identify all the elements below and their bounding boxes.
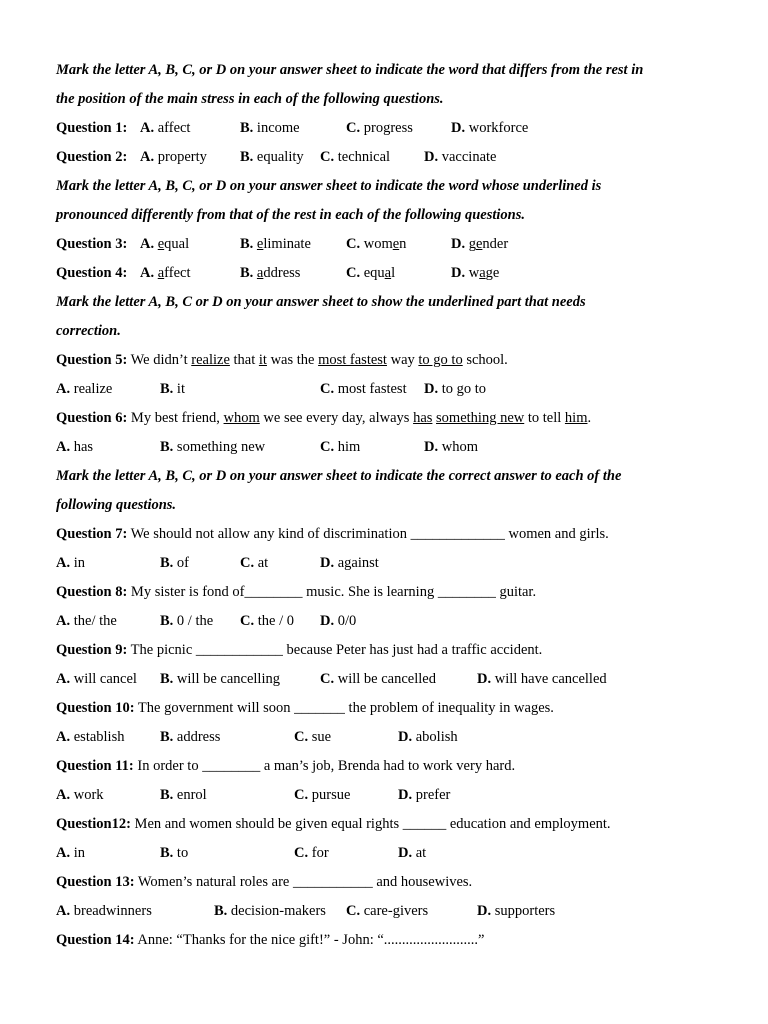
question-6-label: Question 6: [56, 410, 128, 426]
question-1-option-d: D. workforce [451, 120, 529, 136]
question-13-options [56, 897, 746, 926]
question-1-option-c: C. progress [346, 120, 413, 136]
question-12-options [56, 839, 746, 868]
question-1-label: Question 1: [56, 120, 128, 136]
question-8-option-c: C. the / 0 [240, 613, 294, 629]
question-10-option-b: B. address [160, 729, 221, 745]
question-11-stem: Question 11: In order to ________ a man’s job, Brenda had to work very hard. [56, 758, 516, 774]
instruction-stress-line-1: Mark the letter A, B, C, or D on your answer sheet to indicate the word that differs from the rest in [56, 62, 644, 78]
question-11-label: Question 11: [56, 758, 134, 774]
instruction-pronunciation-line-2: pronounced differently from that of the rest in each of the following questions. [56, 207, 525, 223]
question-9-option-d: D. will have cancelled [477, 671, 607, 687]
question-11-options [56, 781, 746, 810]
exam-sheet [56, 56, 746, 955]
question-5-option-d: D. to go to [424, 381, 487, 397]
question-10-label: Question 10: [56, 700, 135, 716]
question-8-option-b: B. 0 / the [160, 613, 214, 629]
question-13-option-d: D. supporters [477, 903, 556, 919]
question-9-label: Question 9: [56, 642, 128, 658]
instruction-correction-line-2: correction. [56, 323, 121, 339]
question-2-label: Question 2: [56, 149, 128, 165]
instruction-correct-answer-line-1: Mark the letter A, B, C, or D on your answer sheet to indicate the correct answer to each of the [56, 468, 622, 484]
question-7-label: Question 7: [56, 526, 128, 542]
question-4-option-b: B. address [240, 265, 301, 281]
question-11-option-a: A. work [56, 787, 104, 803]
question-13-option-c: C. care-givers [346, 903, 429, 919]
question-8-label: Question 8: [56, 584, 128, 600]
question-2-option-b: B. equality [240, 149, 304, 165]
question-8-option-a: A. the/ the [56, 613, 117, 629]
question-3-row [56, 230, 746, 259]
question-4-option-c: C. equal [346, 265, 396, 281]
question-8-stem: Question 8: My sister is fond of________ music. She is learning ________ guitar. [56, 584, 537, 600]
question-13-option-b: B. decision-makers [214, 903, 326, 919]
instruction-correct-answer-line-2: following questions. [56, 497, 177, 513]
question-7-option-d: D. against [320, 555, 379, 571]
question-10-option-a: A. establish [56, 729, 125, 745]
question-10-stem: Question 10: The government will soon _______ the problem of inequality in wages. [56, 700, 554, 716]
question-6-option-a: A. has [56, 439, 94, 455]
question-12-option-a: A. in [56, 845, 86, 861]
question-4-label: Question 4: [56, 265, 128, 281]
question-6-stem: Question 6: My best friend, whom we see every day, always has something new to tell him. [56, 410, 592, 426]
question-5-options [56, 375, 746, 404]
question-12-option-c: C. for [294, 845, 329, 861]
question-10-option-d: D. abolish [398, 729, 458, 745]
question-2-option-a: A. property [140, 149, 207, 165]
question-4-option-d: D. wage [451, 265, 500, 281]
question-10-option-c: C. sue [294, 729, 332, 745]
question-3-option-c: C. women [346, 236, 407, 252]
question-3-option-b: B. eliminate [240, 236, 311, 252]
question-11-option-d: D. prefer [398, 787, 451, 803]
question-13-stem: Question 13: Women’s natural roles are ___________ and housewives. [56, 874, 473, 890]
question-4-option-a: A. affect [140, 265, 191, 281]
instruction-correction-line-1: Mark the letter A, B, C or D on your answer sheet to show the underlined part that needs [56, 294, 586, 310]
question-1-option-b: B. income [240, 120, 300, 136]
question-5-stem: Question 5: We didn’t realize that it was the most fastest way to go to school. [56, 352, 508, 368]
question-7-stem: Question 7: We should not allow any kind of discrimination _____________ women and girls. [56, 526, 609, 542]
question-2-row [56, 143, 746, 172]
question-14-label: Question 14: [56, 932, 135, 948]
question-9-option-c: C. will be cancelled [320, 671, 436, 687]
question-7-option-a: A. in [56, 555, 86, 571]
question-10-options [56, 723, 746, 752]
question-8-options [56, 607, 746, 636]
question-14-stem: Question 14: Anne: “Thanks for the nice gift!” - John: “..........................” [56, 932, 485, 948]
question-3-option-a: A. equal [140, 236, 190, 252]
question-1-option-a: A. affect [140, 120, 191, 136]
question-11-option-c: C. pursue [294, 787, 351, 803]
question-13-label: Question 13: [56, 874, 135, 890]
question-7-option-c: C. at [240, 555, 269, 571]
question-6-option-b: B. something new [160, 439, 266, 455]
question-5-option-b: B. it [160, 381, 185, 397]
question-13-option-a: A. breadwinners [56, 903, 152, 919]
question-1-row [56, 114, 746, 143]
question-12-label: Question12: [56, 816, 131, 832]
question-5-option-a: A. realize [56, 381, 113, 397]
question-7-options [56, 549, 746, 578]
question-2-option-d: D. vaccinate [424, 149, 497, 165]
question-2-option-c: C. technical [320, 149, 391, 165]
question-5-label: Question 5: [56, 352, 128, 368]
question-9-stem: Question 9: The picnic ____________ because Peter has just had a traffic accident. [56, 642, 543, 658]
question-5-option-c: C. most fastest [320, 381, 407, 397]
question-12-stem: Question12: Men and women should be given equal rights ______ education and employment. [56, 816, 611, 832]
question-3-label: Question 3: [56, 236, 128, 252]
question-7-option-b: B. of [160, 555, 190, 571]
question-6-option-c: C. him [320, 439, 361, 455]
question-6-options [56, 433, 746, 462]
question-9-option-b: B. will be cancelling [160, 671, 280, 687]
question-11-option-b: B. enrol [160, 787, 207, 803]
question-12-option-b: B. to [160, 845, 189, 861]
question-12-option-d: D. at [398, 845, 427, 861]
instruction-pronunciation-line-1: Mark the letter A, B, C, or D on your answer sheet to indicate the word whose underlined is [56, 178, 602, 194]
question-8-option-d: D. 0/0 [320, 613, 357, 629]
question-6-option-d: D. whom [424, 439, 478, 455]
question-4-row [56, 259, 746, 288]
question-3-option-d: D. gender [451, 236, 509, 252]
question-9-options [56, 665, 746, 694]
question-9-option-a: A. will cancel [56, 671, 137, 687]
instruction-stress-line-2: the position of the main stress in each of the following questions. [56, 91, 444, 107]
